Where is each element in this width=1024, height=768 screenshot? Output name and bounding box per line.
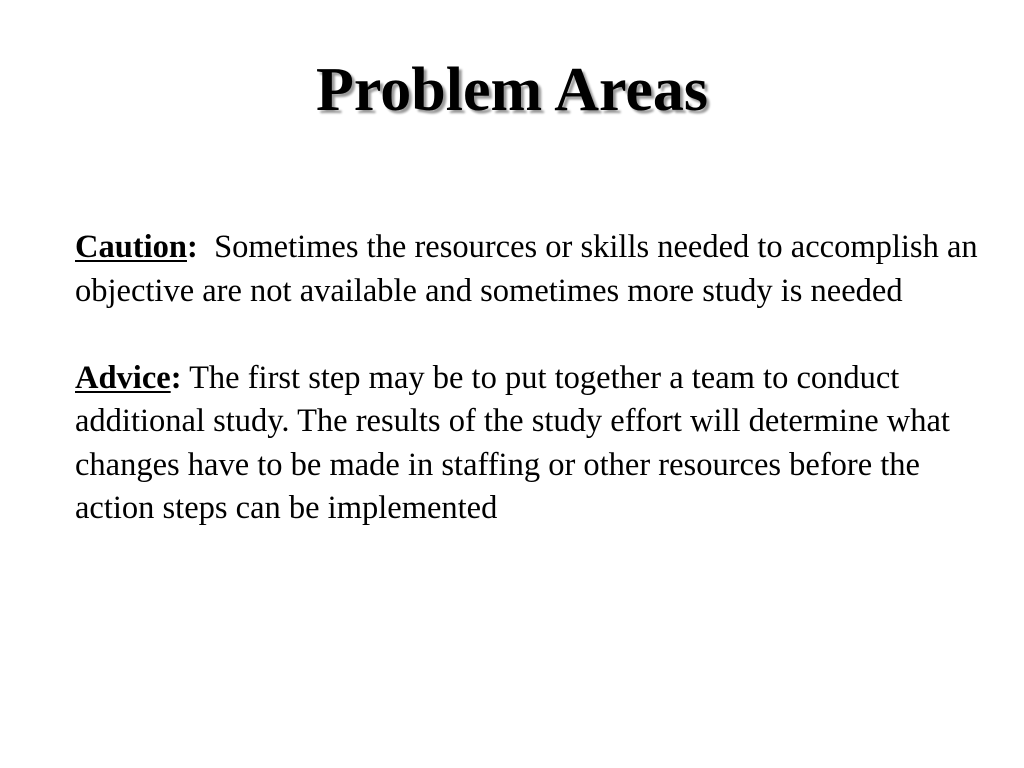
- advice-label: Advice: [75, 359, 171, 396]
- advice-text: The first step may be to put together a team to conduct additional study. The results of the study effort will determine what changes have to be made in staffing or other resources before the action steps can be implemented: [75, 359, 950, 526]
- caution-heading: [75, 229, 198, 265]
- caution-colon: :: [186, 229, 198, 265]
- caution-paragraph: [75, 226, 995, 313]
- advice-paragraph: [75, 357, 995, 531]
- caution-label: Caution: [75, 229, 187, 265]
- advice-colon: :: [170, 359, 182, 396]
- slide-title: Problem Areas: [315, 56, 709, 124]
- caution-text: Sometimes the resources or skills needed to accomplish an objective are not available and sometimes more study is needed: [75, 229, 978, 309]
- advice-heading: [75, 360, 182, 396]
- slide-body: [75, 226, 995, 531]
